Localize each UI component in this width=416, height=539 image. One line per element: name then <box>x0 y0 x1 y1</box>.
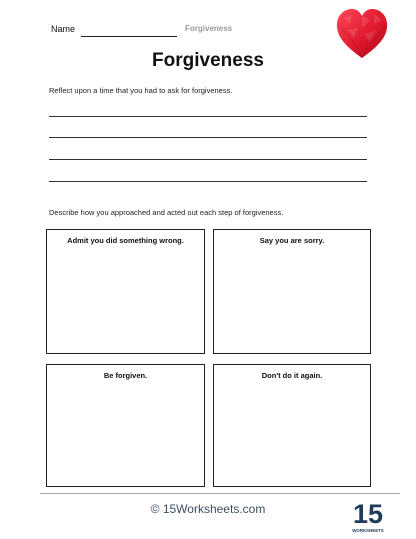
writing-line[interactable] <box>49 181 367 182</box>
step-box-sorry[interactable] <box>213 229 371 354</box>
step-box-again[interactable] <box>213 364 371 487</box>
step-box-admit[interactable] <box>46 229 205 354</box>
footer-divider <box>40 493 400 494</box>
name-label: Name <box>51 24 76 34</box>
name-field[interactable] <box>81 36 177 37</box>
logo-text: WORKSHEETS <box>352 528 384 533</box>
describe-prompt: Describe how you approached and acted out each step of forgiveness. <box>49 208 284 217</box>
page-title: Forgiveness <box>152 50 264 71</box>
writing-line[interactable] <box>49 116 367 117</box>
writing-line[interactable] <box>49 159 367 160</box>
step-label: Admit you did something wrong. <box>67 236 184 245</box>
step-box-forgiven[interactable] <box>46 364 205 487</box>
topic-label: Forgiveness <box>185 24 233 33</box>
writing-line[interactable] <box>49 137 367 138</box>
step-label: Don't do it again. <box>261 371 323 380</box>
step-label: Be forgiven. <box>103 371 148 380</box>
footer-copyright: © 15Worksheets.com <box>150 502 266 516</box>
writing-lines[interactable] <box>49 116 367 186</box>
15worksheets-logo <box>351 496 385 536</box>
step-label: Say you are sorry. <box>259 236 325 245</box>
logo-number: 15 <box>352 499 384 529</box>
reflect-prompt: Reflect upon a time that you had to ask for forgiveness. <box>49 86 233 95</box>
